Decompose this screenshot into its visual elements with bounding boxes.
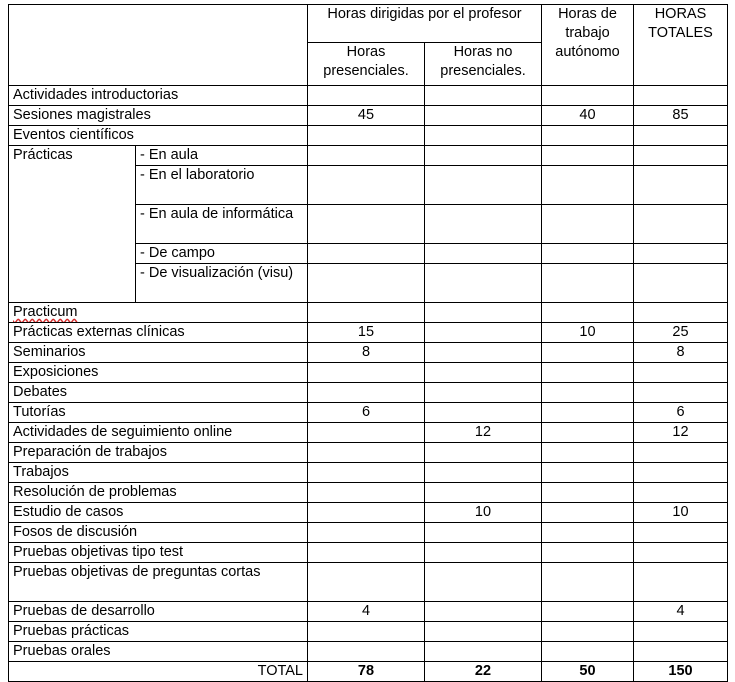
presential-hours-cell — [308, 264, 425, 303]
non-presential-hours-cell — [425, 483, 542, 503]
activity-label-text: Pruebas de desarrollo — [13, 603, 155, 619]
activity-label — [9, 543, 308, 563]
autonomous-hours-cell — [542, 205, 634, 244]
non-presential-hours-cell — [425, 622, 542, 642]
header-directed-hours: Horas dirigidas por el profesor — [308, 5, 542, 43]
autonomous-hours-cell — [542, 642, 634, 662]
activity-label-text: Prácticas externas clínicas — [13, 324, 185, 340]
autonomous-hours-cell — [542, 483, 634, 503]
presential-hours-cell — [308, 622, 425, 642]
total-hours-cell: 6 — [634, 403, 728, 423]
practica-type-label: - De campo — [136, 244, 308, 264]
activity-label-text: Sesiones magistrales — [13, 107, 151, 123]
autonomous-hours-cell — [542, 264, 634, 303]
practicas-rows-group — [9, 146, 728, 303]
table-row — [9, 423, 728, 443]
table-row — [9, 523, 728, 543]
autonomous-hours-cell — [542, 602, 634, 622]
total-hours-cell — [634, 622, 728, 642]
total-non-presential: 22 — [425, 662, 542, 682]
autonomous-hours-cell: 40 — [542, 106, 634, 126]
header-non-presential-hours: Horas no presenciales. — [425, 43, 542, 86]
table-row — [9, 483, 728, 503]
presential-hours-cell: 8 — [308, 343, 425, 363]
table-row — [9, 383, 728, 403]
practica-type-label: - En aula — [136, 146, 308, 166]
total-hours-cell — [634, 563, 728, 602]
activity-label-text: Actividades introductorias — [13, 87, 179, 103]
presential-hours-cell — [308, 126, 425, 146]
autonomous-hours-cell — [542, 244, 634, 264]
activity-label — [9, 602, 308, 622]
autonomous-hours-cell — [542, 343, 634, 363]
practicas-label: Prácticas — [9, 146, 136, 303]
presential-hours-cell — [308, 86, 425, 106]
activity-label-text: Eventos científicos — [13, 127, 134, 143]
autonomous-hours-cell — [542, 523, 634, 543]
practica-type-label: - En el laboratorio — [136, 166, 308, 205]
table-row — [9, 463, 728, 483]
total-hours-cell: 25 — [634, 323, 728, 343]
non-presential-hours-cell — [425, 383, 542, 403]
non-presential-hours-cell — [425, 166, 542, 205]
total-hours-cell — [634, 483, 728, 503]
table-row — [9, 363, 728, 383]
non-presential-hours-cell — [425, 543, 542, 563]
activity-label — [9, 563, 308, 602]
table-row — [9, 323, 728, 343]
table-row — [9, 146, 728, 166]
total-presential: 78 — [308, 662, 425, 682]
autonomous-hours-cell — [542, 463, 634, 483]
activity-label-text: Pruebas orales — [13, 643, 111, 659]
activity-label — [9, 463, 308, 483]
total-hours: 150 — [634, 662, 728, 682]
table-row — [9, 543, 728, 563]
non-presential-hours-cell — [425, 126, 542, 146]
table-row — [9, 443, 728, 463]
total-hours-cell — [634, 642, 728, 662]
table-row — [9, 106, 728, 126]
activity-label-text: Pruebas prácticas — [13, 623, 130, 639]
table-row — [9, 563, 728, 602]
activity-label — [9, 622, 308, 642]
non-presential-hours-cell — [425, 86, 542, 106]
activity-label-text: Actividades de seguimiento online — [13, 424, 233, 440]
activity-label — [9, 363, 308, 383]
non-presential-hours-cell: 12 — [425, 423, 542, 443]
table-row — [9, 126, 728, 146]
non-presential-hours-cell — [425, 463, 542, 483]
totals-label: TOTAL — [9, 662, 308, 682]
header-total-hours: HORAS TOTALES — [634, 5, 728, 86]
presential-hours-cell — [308, 563, 425, 602]
activity-label — [9, 642, 308, 662]
header-presential-hours: Horas presenciales. — [308, 43, 425, 86]
total-hours-cell — [634, 146, 728, 166]
presential-hours-cell — [308, 543, 425, 563]
activity-label-text: Exposiciones — [13, 364, 99, 380]
activity-label — [9, 383, 308, 403]
presential-hours-cell: 6 — [308, 403, 425, 423]
table-row — [9, 86, 728, 106]
autonomous-hours-cell — [542, 423, 634, 443]
autonomous-hours-cell — [542, 563, 634, 602]
presential-hours-cell — [308, 205, 425, 244]
total-hours-cell — [634, 205, 728, 244]
presential-hours-cell — [308, 146, 425, 166]
presential-hours-cell — [308, 244, 425, 264]
presential-hours-cell — [308, 463, 425, 483]
presential-hours-cell — [308, 423, 425, 443]
total-hours-cell — [634, 443, 728, 463]
total-hours-cell: 12 — [634, 423, 728, 443]
presential-hours-cell — [308, 523, 425, 543]
non-presential-hours-cell — [425, 106, 542, 126]
autonomous-hours-cell — [542, 383, 634, 403]
non-presential-hours-cell — [425, 563, 542, 602]
table-row — [9, 642, 728, 662]
autonomous-hours-cell — [542, 303, 634, 323]
table-row — [9, 622, 728, 642]
practica-type-label: - En aula de informática — [136, 205, 308, 244]
table-row — [9, 343, 728, 363]
activity-label-text: Debates — [13, 384, 68, 400]
activity-label — [9, 343, 308, 363]
activity-label-text: Practicum — [13, 304, 78, 320]
total-hours-cell — [634, 383, 728, 403]
non-presential-hours-cell — [425, 363, 542, 383]
activity-label-text: Pruebas objetivas tipo test — [13, 544, 184, 560]
autonomous-hours-cell — [542, 622, 634, 642]
total-hours-cell — [634, 244, 728, 264]
presential-hours-cell — [308, 443, 425, 463]
non-presential-hours-cell — [425, 303, 542, 323]
autonomous-hours-cell — [542, 503, 634, 523]
non-presential-hours-cell — [425, 523, 542, 543]
presential-hours-cell — [308, 383, 425, 403]
non-presential-hours-cell — [425, 205, 542, 244]
hours-distribution-table — [8, 4, 728, 682]
autonomous-hours-cell — [542, 166, 634, 205]
non-presential-hours-cell — [425, 244, 542, 264]
activity-label — [9, 483, 308, 503]
non-presential-hours-cell — [425, 323, 542, 343]
total-hours-cell — [634, 463, 728, 483]
total-hours-cell — [634, 543, 728, 563]
activity-label-text: Pruebas objetivas de preguntas cortas — [13, 564, 261, 580]
header-autonomous-hours: Horas de trabajo autónomo — [542, 5, 634, 86]
activity-label-text: Fosos de discusión — [13, 524, 138, 540]
presential-hours-cell — [308, 642, 425, 662]
autonomous-hours-cell — [542, 126, 634, 146]
activity-label — [9, 503, 308, 523]
presential-hours-cell: 45 — [308, 106, 425, 126]
non-presential-hours-cell — [425, 146, 542, 166]
autonomous-hours-cell — [542, 543, 634, 563]
presential-hours-cell — [308, 483, 425, 503]
presential-hours-cell — [308, 503, 425, 523]
table-row — [9, 403, 728, 423]
autonomous-hours-cell — [542, 86, 634, 106]
activity-label — [9, 323, 308, 343]
total-hours-cell — [634, 523, 728, 543]
header-empty-cell — [9, 5, 308, 86]
total-hours-cell: 8 — [634, 343, 728, 363]
activity-label-text: Resolución de problemas — [13, 484, 177, 500]
presential-hours-cell — [308, 166, 425, 205]
table-row — [9, 303, 728, 323]
total-autonomous: 50 — [542, 662, 634, 682]
activity-label — [9, 303, 308, 323]
non-presential-hours-cell: 10 — [425, 503, 542, 523]
activity-label — [9, 106, 308, 126]
totals-row — [9, 662, 728, 682]
total-hours-cell — [634, 303, 728, 323]
non-presential-hours-cell — [425, 443, 542, 463]
table-row — [9, 503, 728, 523]
activity-label — [9, 403, 308, 423]
presential-hours-cell — [308, 363, 425, 383]
autonomous-hours-cell — [542, 443, 634, 463]
activity-label — [9, 523, 308, 543]
autonomous-hours-cell — [542, 146, 634, 166]
total-hours-cell — [634, 363, 728, 383]
non-presential-hours-cell — [425, 602, 542, 622]
activity-label-text: Preparación de trabajos — [13, 444, 167, 460]
non-presential-hours-cell — [425, 264, 542, 303]
activity-label-text: Estudio de casos — [13, 504, 124, 520]
total-hours-cell — [634, 264, 728, 303]
practica-type-label: - De visualización (visu) — [136, 264, 308, 303]
activity-label — [9, 443, 308, 463]
total-hours-cell: 85 — [634, 106, 728, 126]
activity-label — [9, 126, 308, 146]
total-hours-cell — [634, 166, 728, 205]
activity-label-text: Tutorías — [13, 404, 66, 420]
autonomous-hours-cell: 10 — [542, 323, 634, 343]
autonomous-hours-cell — [542, 403, 634, 423]
table-row — [9, 602, 728, 622]
presential-hours-cell: 15 — [308, 323, 425, 343]
presential-hours-cell — [308, 303, 425, 323]
total-hours-cell — [634, 126, 728, 146]
non-presential-hours-cell — [425, 403, 542, 423]
non-presential-hours-cell — [425, 642, 542, 662]
activity-label — [9, 86, 308, 106]
non-presential-hours-cell — [425, 343, 542, 363]
activity-label-text: Trabajos — [13, 464, 69, 480]
activity-rows-group-a — [9, 86, 728, 146]
total-hours-cell: 4 — [634, 602, 728, 622]
activity-label — [9, 423, 308, 443]
activity-rows-group-b — [9, 303, 728, 662]
activity-label-text: Seminarios — [13, 344, 86, 360]
total-hours-cell — [634, 86, 728, 106]
autonomous-hours-cell — [542, 363, 634, 383]
presential-hours-cell: 4 — [308, 602, 425, 622]
total-hours-cell: 10 — [634, 503, 728, 523]
